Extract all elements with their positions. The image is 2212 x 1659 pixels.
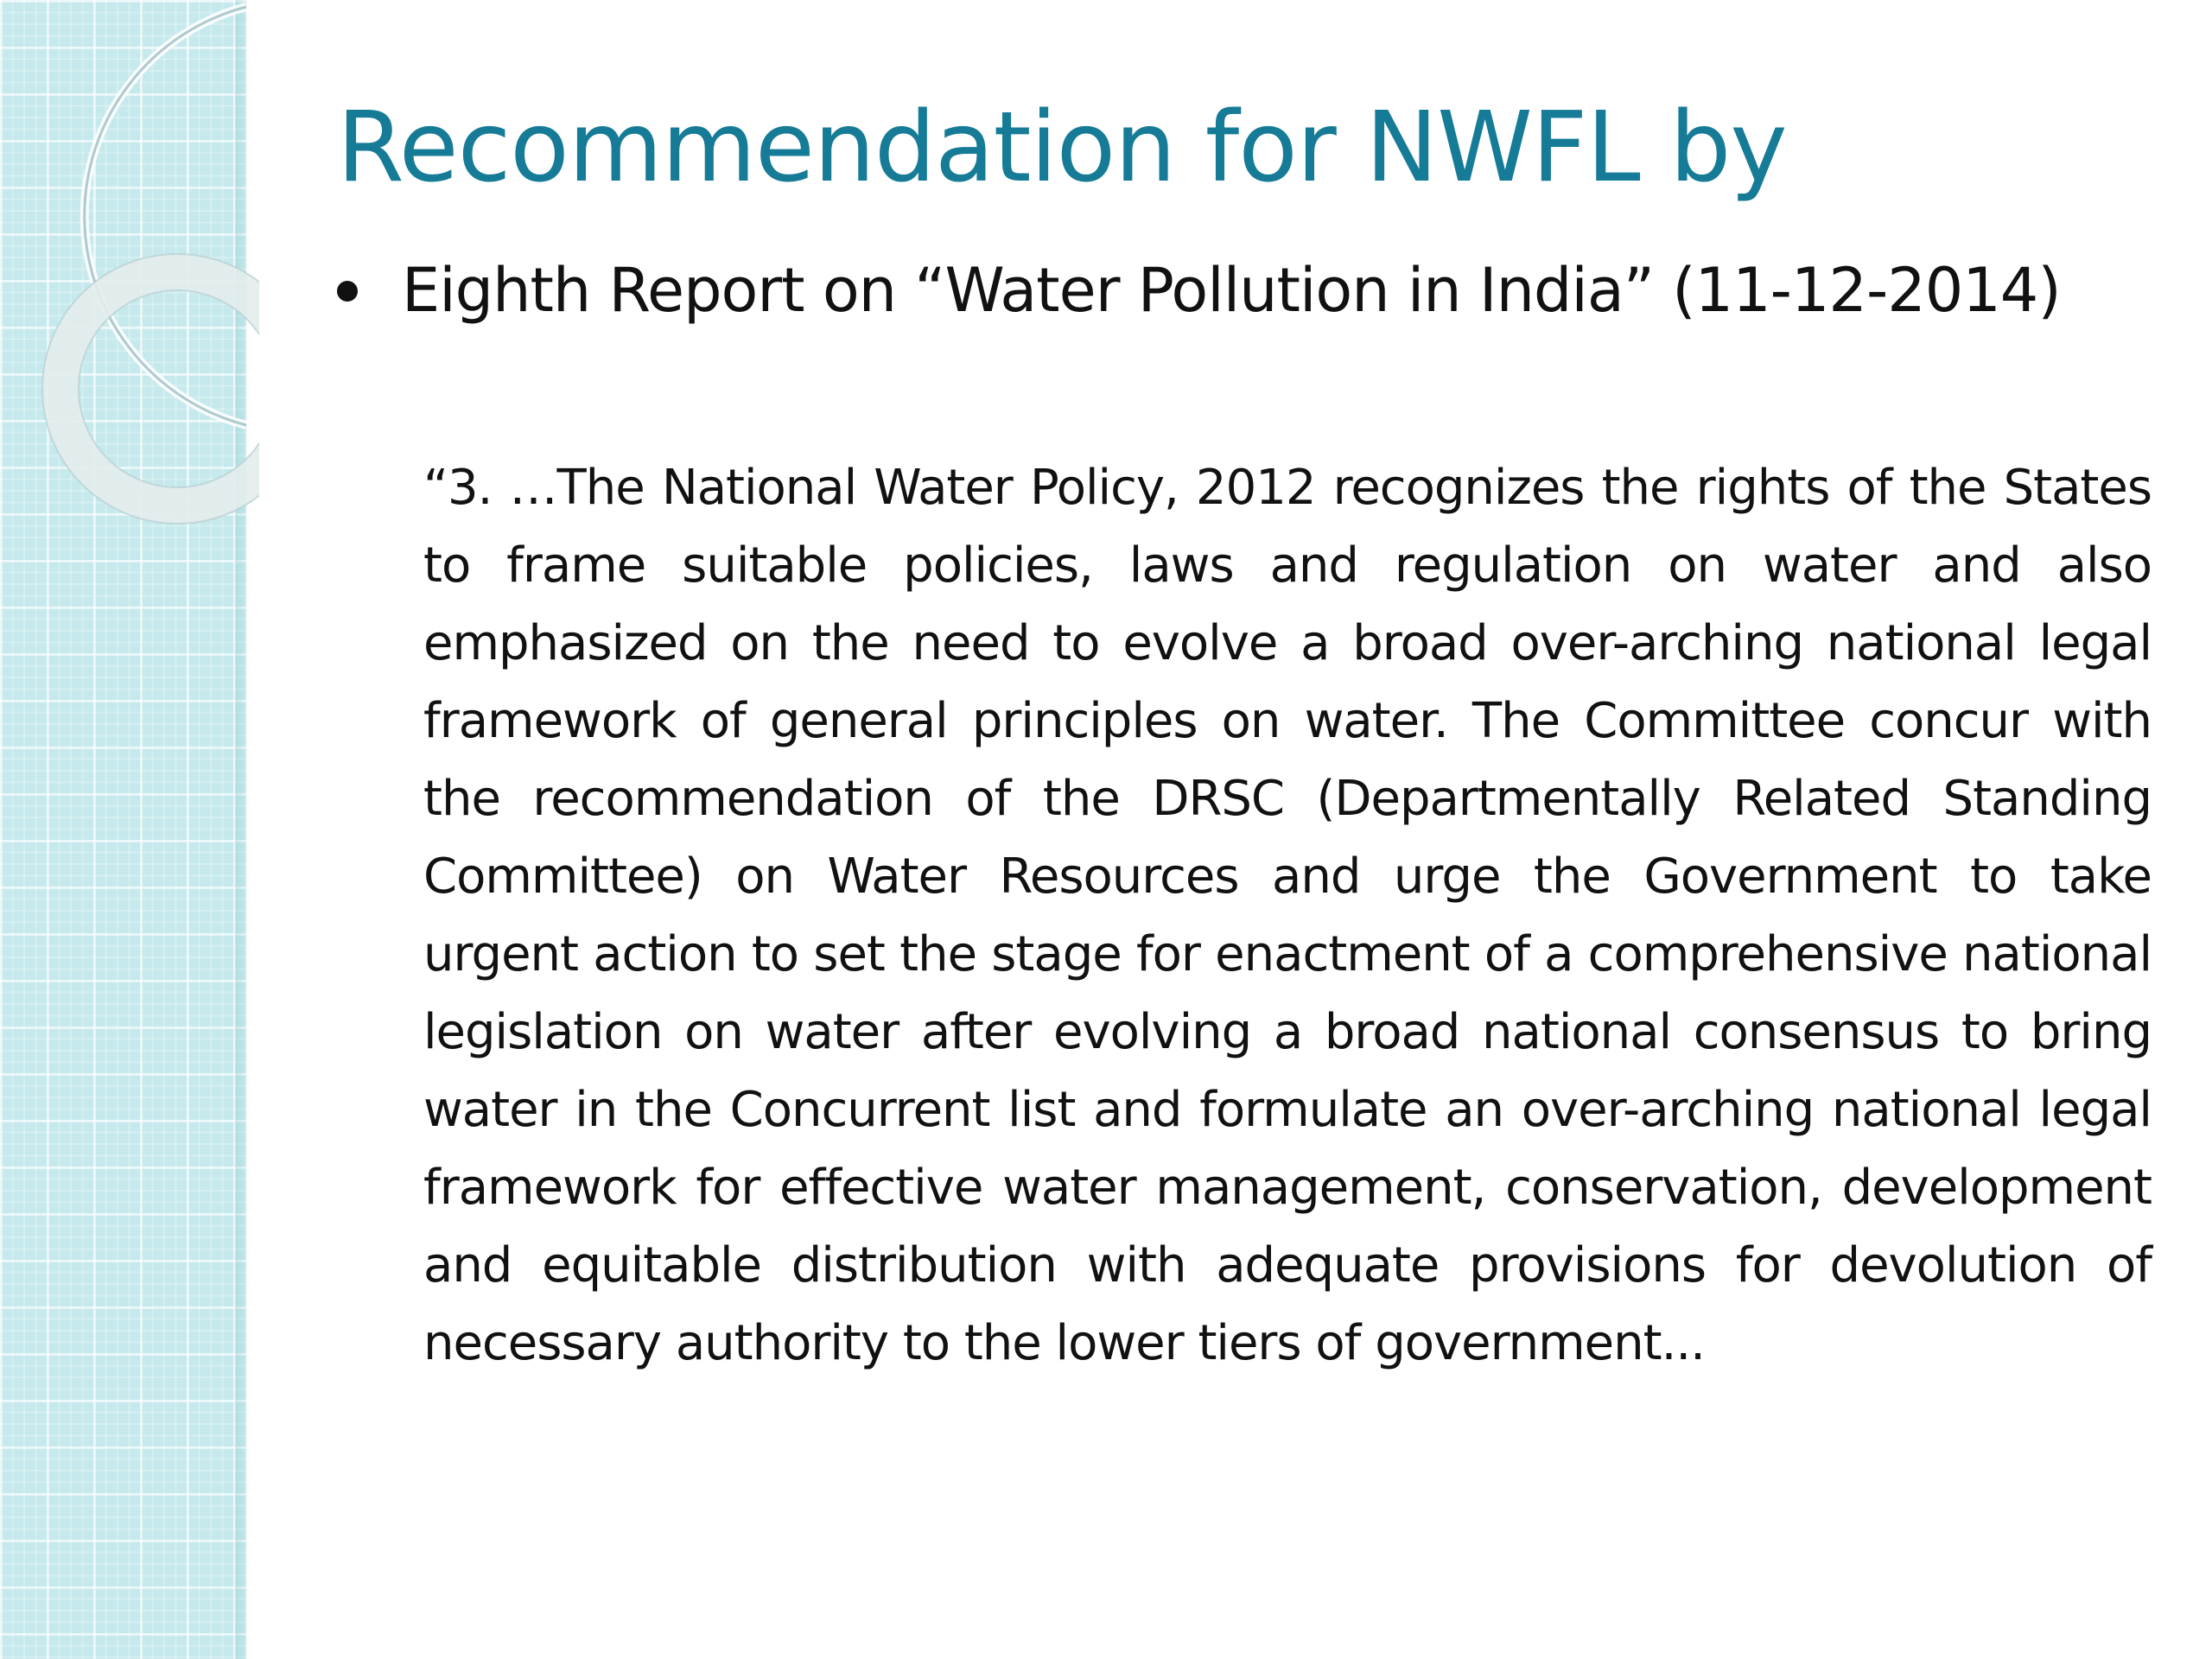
bullet-item (337, 257, 2061, 324)
slide-title: Recommendation for NWFL by (337, 92, 1787, 204)
bullet-icon (337, 281, 358, 302)
bullet-text: Eighth Report on “Water Pollution in India” (11-12-2014) (402, 255, 2061, 326)
quote-paragraph: “3. …The National Water Policy, 2012 recognizes the rights of the States to frame suitable policies, laws and regulation on water and also emphasized on the need to evolve a broad over-arching national legal framework of general principles on water. The Committee concur with the recommendation of the DRSC (Departmentally Related Standing Committee) on Water Resources and urge the Government to take urgent action to set the stage for enactment of a comprehensive national legislation on water after evolving a broad national consensus to bring water in the Concurrent list and formulate an over-arching national legal framework for effective water management, conservation, development and equitable distribution with adequate provisions for devolution of necessary authority to the lower tiers of government... (423, 460, 2152, 1371)
decorative-rings (0, 0, 259, 553)
